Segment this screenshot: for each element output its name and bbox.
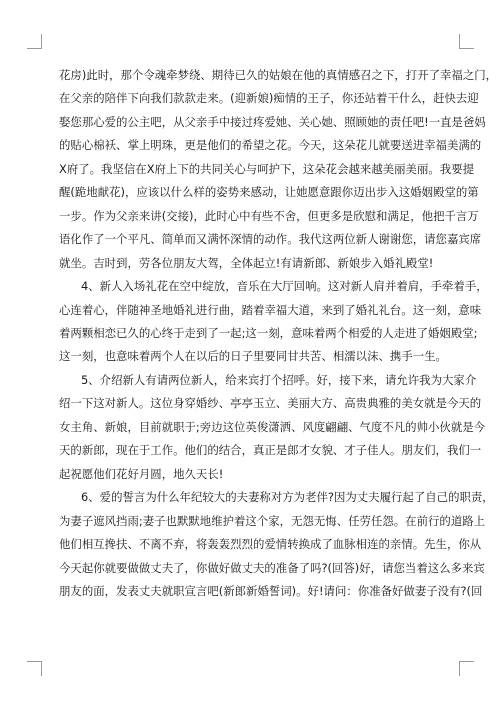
text-line: 5、介绍新人有请两位新人，给来宾打个招呼。好，接下来，请允许我为大家介 — [81, 372, 477, 387]
crop-mark-bottom-right — [459, 661, 474, 676]
text-line: X府了。我坚信在X府上下的共同关心与呵护下，这朵花会越来越美丽美丽。我要提 — [59, 161, 475, 176]
crop-mark-top-left — [27, 34, 42, 49]
text-line: 语化作了一个平凡、简单而又满怀深情的动作。我代这两位新人谢谢您，请您嘉宾席 — [59, 232, 482, 247]
text-line: 6、爱的誓言为什么年纪较大的夫妻称对方为老伴?因为丈夫履行起了自己的职责， — [81, 490, 494, 505]
text-line: 4、新人入场礼花在空中绽放，音乐在大厅回响。这对新人肩并着肩，手牵着手， — [81, 279, 488, 294]
text-line: 的贴心棉袄、掌上明珠，更是他们的希望之花。今天，这朵花儿就要送进幸福美满的 — [59, 138, 482, 153]
text-line: 天的新郎，现在于工作。他们的结合，真正是郎才女貌、才子佳人。朋友们，我们一 — [59, 443, 482, 458]
text-line: 心连着心，伴随神圣地婚礼进行曲，踏着幸福大道，来到了婚礼礼台。这一刻，意味 — [59, 302, 482, 317]
text-line: 绍一下这对新人。这位身穿婚纱、亭亭玉立、美丽大方、高贵典雅的美女就是今天的 — [59, 396, 482, 411]
text-line: 娶您那心爱的公主吧，从父亲手中接过疼爱她、关心她、照顾她的责任吧!一直是爸妈 — [59, 114, 486, 129]
text-line: 他们相互搀扶、不离不弃，将轰轰烈烈的爱情转换成了血脉相连的亲情。先生，你从 — [59, 537, 482, 552]
text-line: 在父亲的陪伴下向我们款款走来。(迎新娘)痴情的王子，你还站着干什么，赶快去迎 — [59, 91, 479, 106]
paragraph-bride-entrance — [59, 64, 498, 275]
paragraph-couple-entrance — [59, 275, 488, 369]
text-line: 女主角、新娘，目前就职于;旁边这位英俊潇洒、风度翩翩、气度不凡的帅小伙就是今 — [59, 419, 486, 434]
crop-mark-top-right — [459, 34, 474, 49]
text-line: 起祝愿他们花好月圆，地久天长! — [59, 466, 224, 481]
text-line: 一步。作为父亲来讲(交接)，此时心中有些不舍，但更多是欣慰和满足，他把千言万 — [59, 208, 479, 223]
text-line: 着两颗相恋已久的心终于走到了一起;这一刻，意味着两个相爱的人走进了婚姻殿堂; — [59, 325, 478, 340]
paragraph-introduce-couple — [59, 369, 486, 486]
text-line: 花房)此时，那个令魂牵梦绕、期待已久的姑娘在他的真情感召之下，打开了幸福之门， — [59, 68, 498, 82]
text-line: 朋友的面，发表丈夫就职宣言吧(新郎新婚誓词)。好!请问：你准备好做妻子没有?(回 — [59, 583, 483, 598]
text-line: 就坐。吉时到，劳各位朋友大驾，全体起立!有请新郎、新娘步入婚礼殿堂! — [59, 255, 434, 270]
text-line: 今天起你就要做做丈夫了，你做好做丈夫的准备了吗?(回答)好，请您当着这么多来宾 — [59, 560, 485, 575]
text-line: 醒(跪地献花)，应该以什么样的姿势来感动，让她愿意跟你迈出步入这婚姻殿堂的第 — [59, 185, 479, 200]
text-line: 这一刻，也意味着两个人在以后的日子里要同甘共苦、相濡以沫、携手一生。 — [59, 349, 447, 364]
document-body — [59, 64, 498, 603]
crop-mark-bottom-left — [27, 661, 42, 676]
paragraph-love-vows — [59, 486, 494, 603]
text-line: 为妻子遮风挡雨;妻子也默默地维护着这个家，无怨无悔、任劳任怨。在前行的道路上 — [59, 513, 486, 528]
